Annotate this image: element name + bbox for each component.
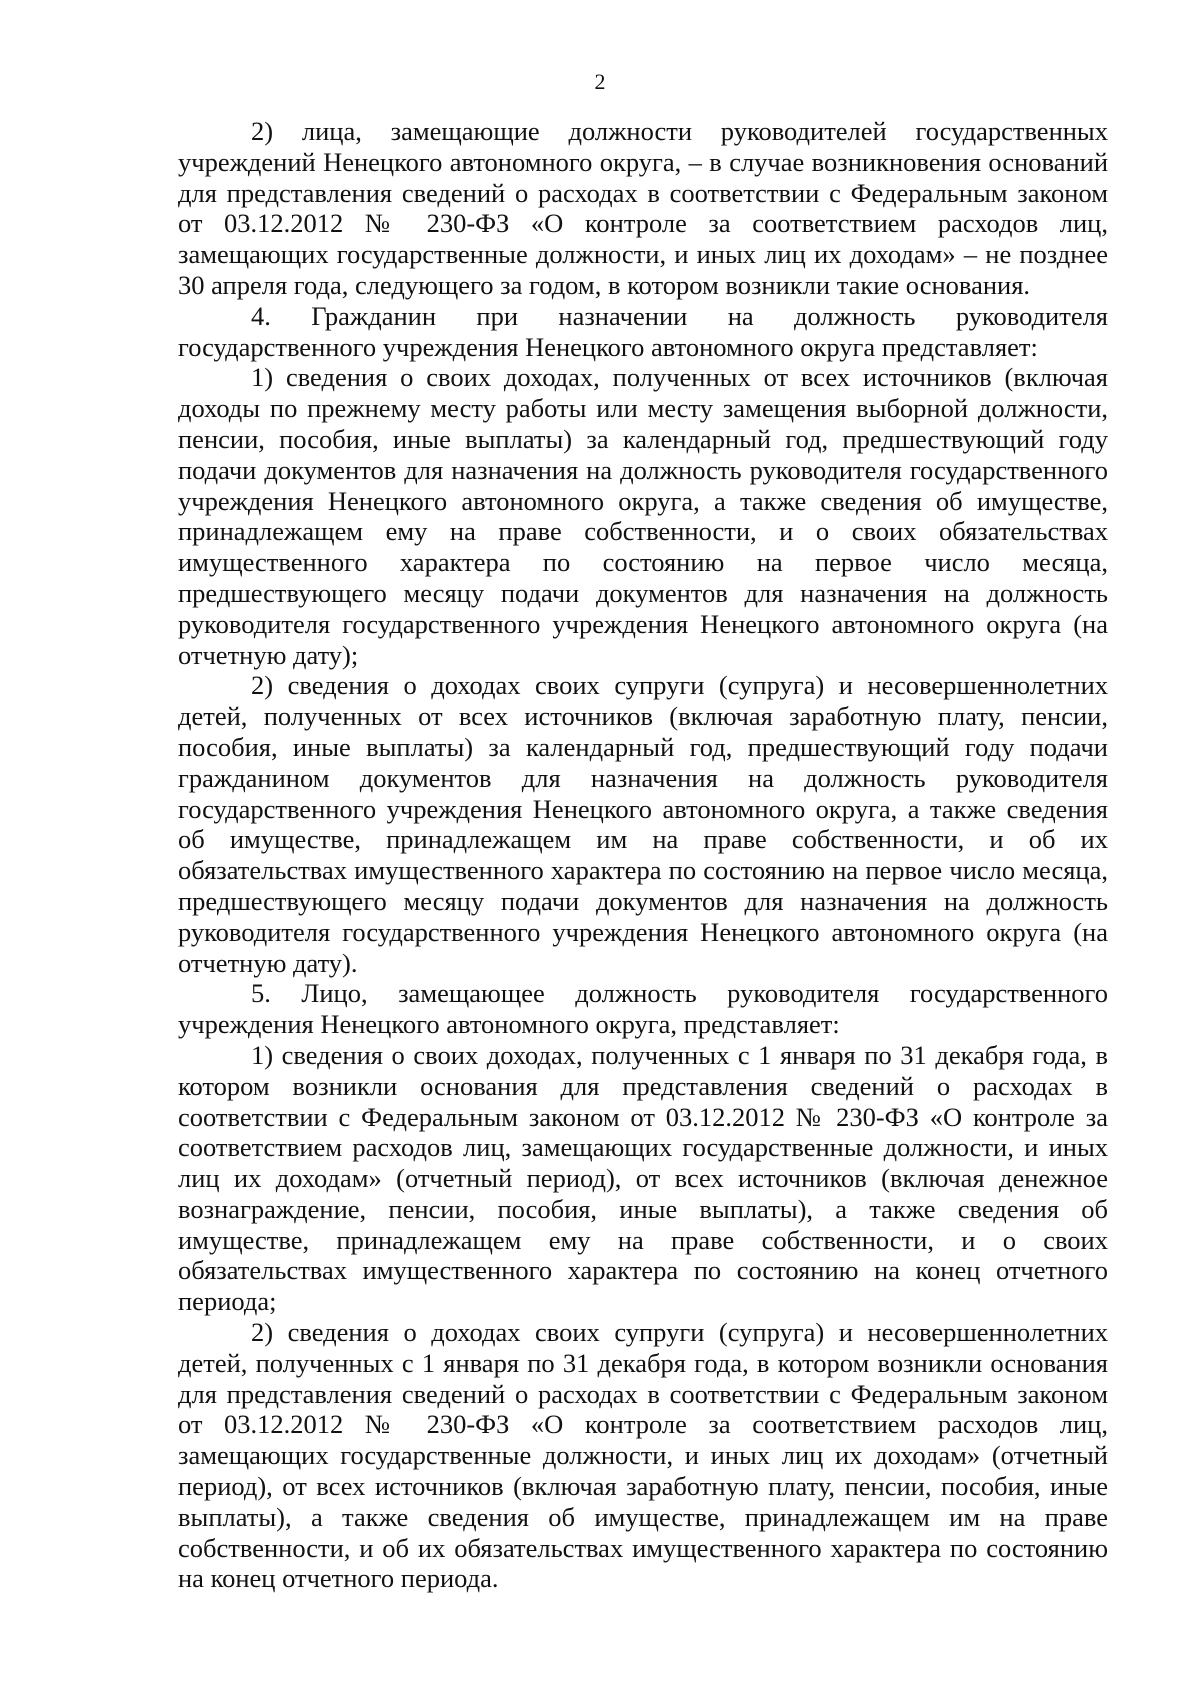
paragraph-4-1: 1) сведения о своих доходах, полученных от всех источников (включая доходы по прежнему месту работы или месту замещения выборной должности, пенсии, пособия, иные выплаты) за календарный год, предшествующий году подачи документов для назначения на должность руководителя государственного учреждения Ненецкого автономного округа, а также сведения об имуществе, принадлежащем ему на праве собственности, и о своих обязательствах имущественного характера по состоянию на первое число месяца, предшествующего месяцу подачи документов для назначения на должность руководителя государственного учреждения Ненецкого автономного округа (на отчетную дату);	[178, 362, 1108, 670]
paragraph-3-2: 2) лица, замещающие должности руководителей государственных учреждений Ненецкого автономного округа, – в случае возникновения оснований для представления сведений о расходах в соответствии с Федеральным законом от 03.12.2012 № 230-ФЗ «О контроле за соответствием расходов лиц, замещающих государственные должности, и иных лиц их доходам» – не позднее 30 апреля года, следующего за годом, в котором возникли такие основания.	[178, 116, 1108, 300]
paragraph-5: 5. Лицо, замещающее должность руководителя государственного учреждения Ненецкого автономного округа, представляет:	[178, 978, 1108, 1040]
document-body	[178, 116, 1108, 1594]
paragraph-5-2: 2) сведения о доходах своих супруги (супруга) и несовершеннолетних детей, полученных с 1 января по 31 декабря года, в котором возникли основания для представления сведений о расходах в соответствии с Федеральным законом от 03.12.2012 № 230-ФЗ «О контроле за соответствием расходов лиц, замещающих государственные должности, и иных лиц их доходам» (отчетный период), от всех источников (включая заработную плату, пенсии, пособия, иные выплаты), а также сведения об имуществе, принадлежащем им на праве собственности, и об их обязательствах имущественного характера по состоянию на конец отчетного периода.	[178, 1317, 1108, 1594]
page-number: 2	[594, 69, 606, 94]
paragraph-4-2: 2) сведения о доходах своих супруги (супруга) и несовершеннолетних детей, полученных от всех источников (включая заработную плату, пенсии, пособия, иные выплаты) за календарный год, предшествующий году подачи гражданином документов для назначения на должность руководителя государственного учреждения Ненецкого автономного округа, а также сведения об имуществе, принадлежащем им на праве собственности, и об их обязательствах имущественного характера по состоянию на первое число месяца, предшествующего месяцу подачи документов для назначения на должность руководителя государственного учреждения Ненецкого автономного округа (на отчетную дату).	[178, 670, 1108, 978]
paragraph-5-1: 1) сведения о своих доходах, полученных с 1 января по 31 декабря года, в котором возникли основания для представления сведений о расходах в соответствии с Федеральным законом от 03.12.2012 № 230-ФЗ «О контроле за соответствием расходов лиц, замещающих государственные должности, и иных лиц их доходам» (отчетный период), от всех источников (включая денежное вознаграждение, пенсии, пособия, иные выплаты), а также сведения об имуществе, принадлежащем ему на праве собственности, и о своих обязательствах имущественного характера по состоянию на конец отчетного периода;	[178, 1039, 1108, 1317]
paragraph-4: 4. Гражданин при назначении на должность руководителя государственного учреждения Ненецкого автономного округа представляет:	[178, 300, 1108, 362]
